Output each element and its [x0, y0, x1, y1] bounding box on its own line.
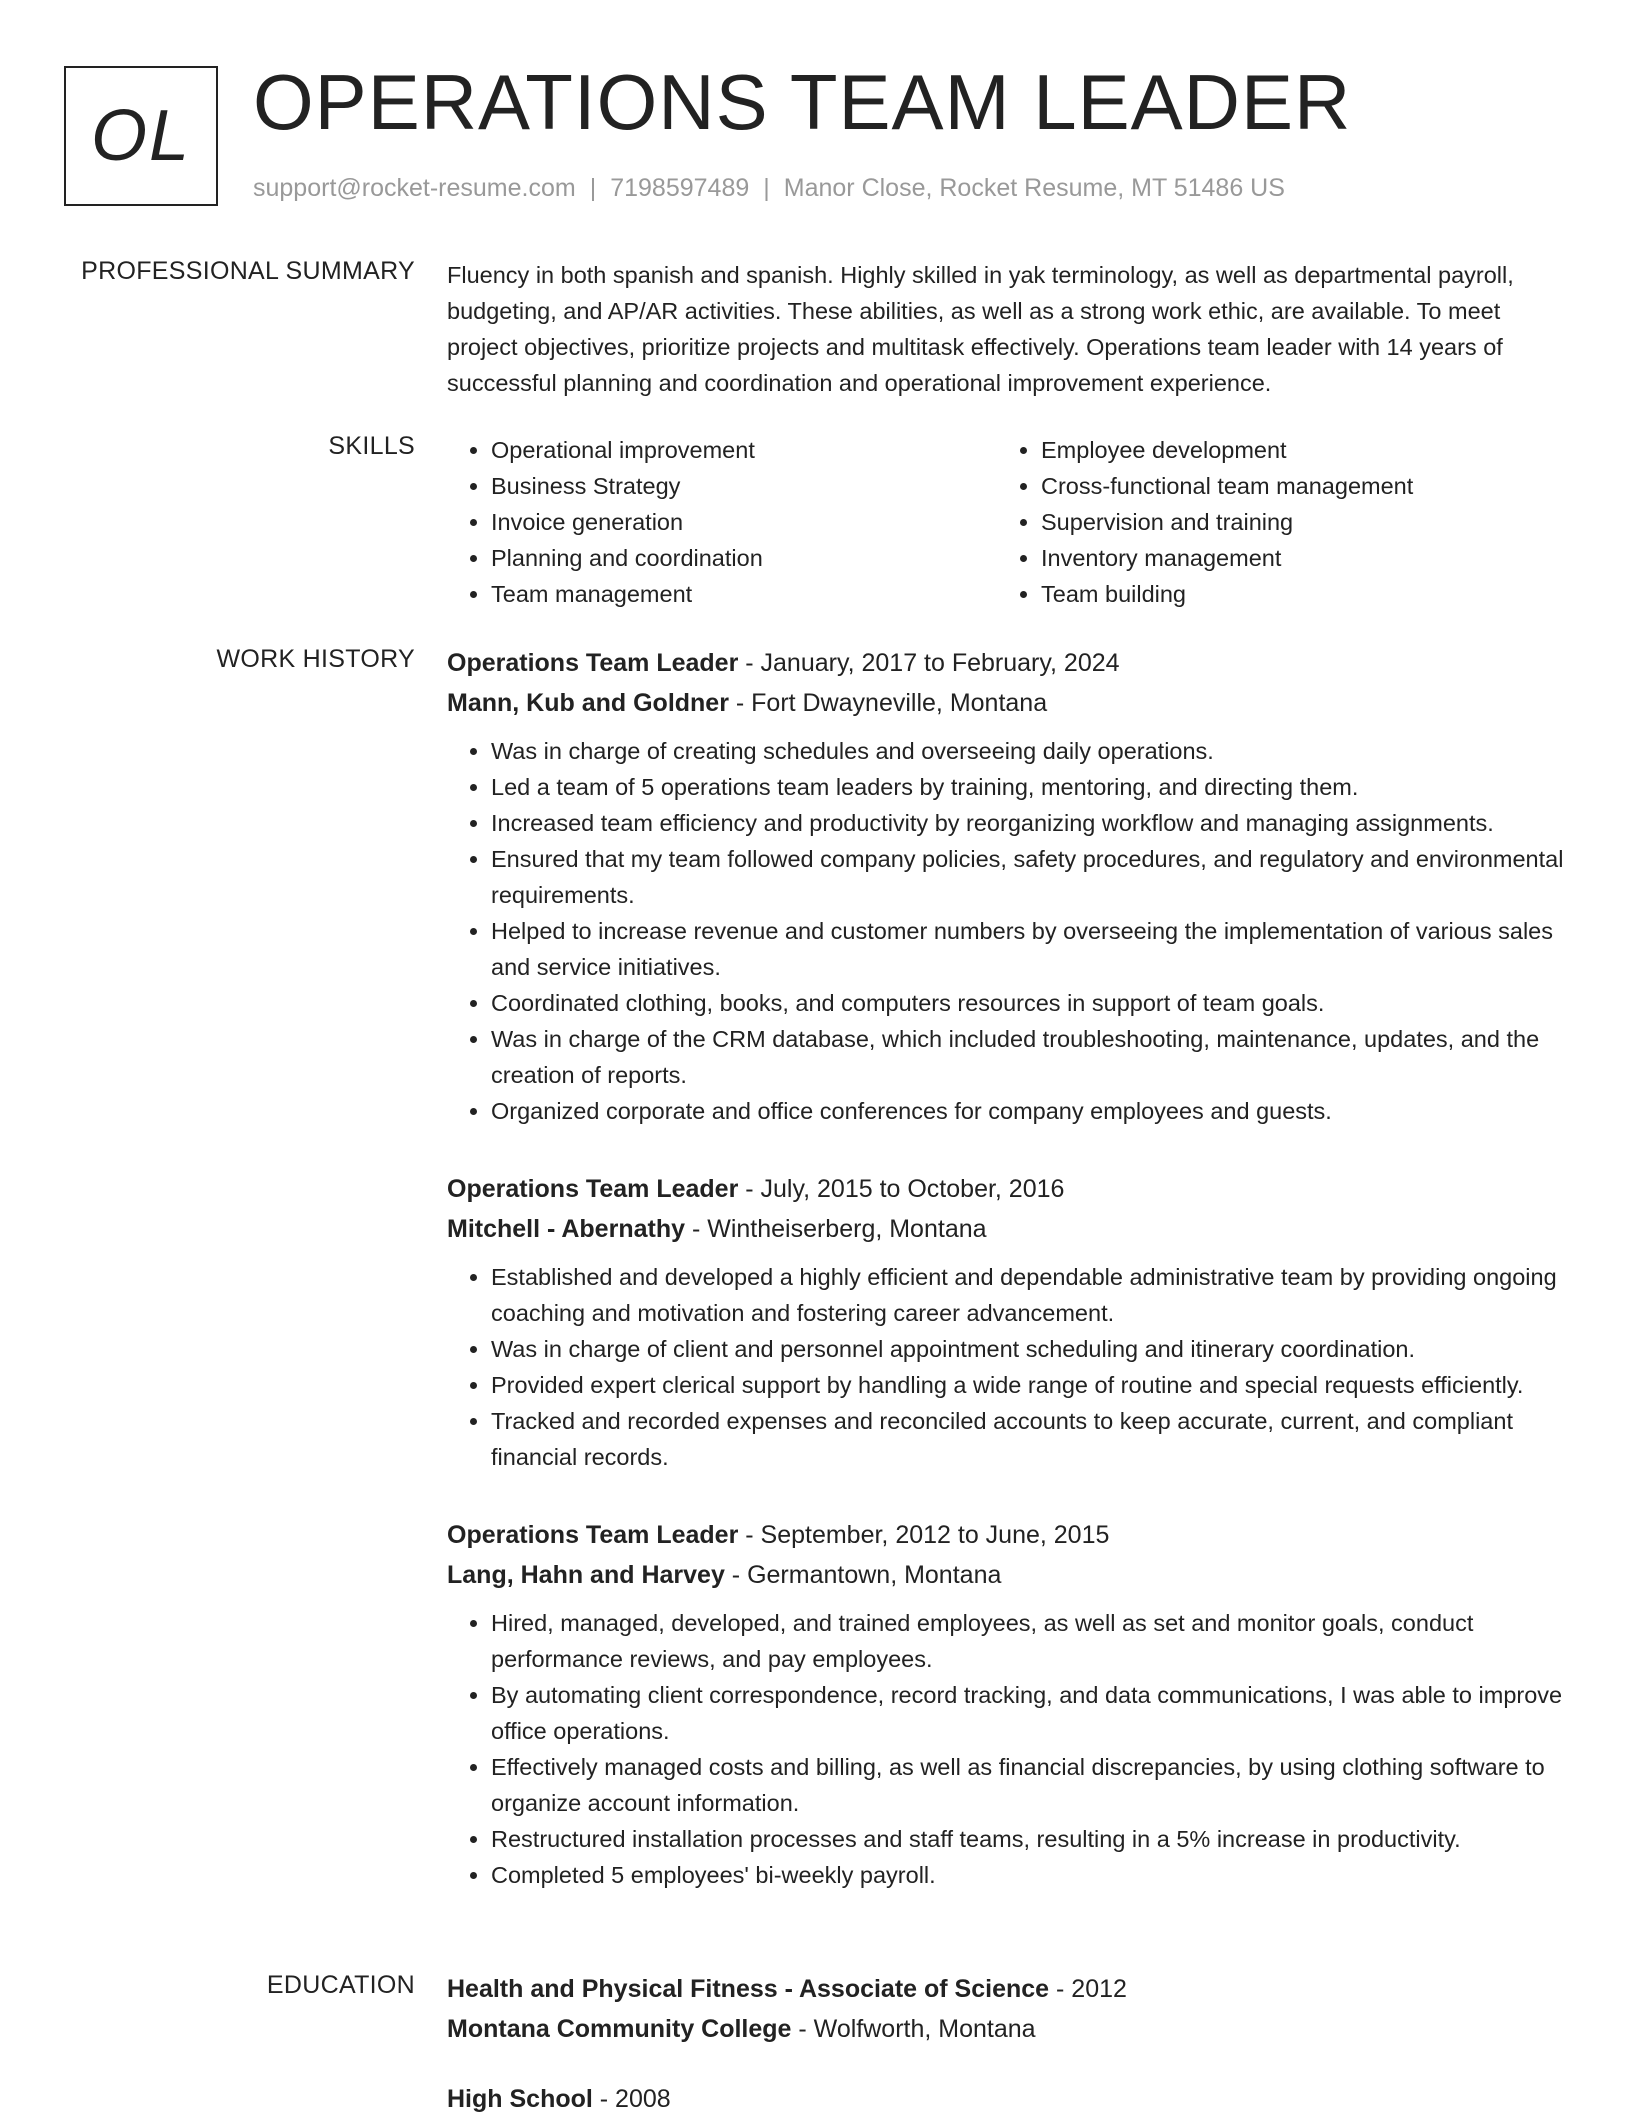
work-body — [447, 643, 1572, 1933]
job-bullet: • Provided expert clerical support by handling a wide range of routine and special requests efficiently. — [491, 1367, 1572, 1403]
skill-item: • Operational improvement — [491, 432, 997, 468]
job-location: - Germantown, Montana — [724, 1561, 1002, 1589]
job-entry — [447, 1169, 1572, 1475]
contact-address: Manor Close, Rocket Resume, MT 51486 US — [783, 174, 1285, 202]
job-company-line — [447, 1209, 1572, 1249]
job-title-line — [447, 643, 1572, 683]
skill-item: • Employee development — [1041, 432, 1547, 468]
skills-list-left — [447, 432, 997, 612]
contact-separator: | — [589, 174, 597, 202]
skill-item: • Planning and coordination — [491, 540, 997, 576]
job-title: Operations Team Leader — [447, 649, 739, 677]
education-location: - Wolfworth, Montana — [791, 2015, 1036, 2043]
contact-line — [253, 174, 1285, 203]
contact-phone[interactable]: 7198597489 — [610, 174, 750, 202]
education-degree-line — [447, 1969, 1572, 2009]
job-dates: - January, 2017 to February, 2024 — [738, 649, 1120, 677]
skills-list-right — [997, 432, 1547, 612]
contact-email[interactable]: support@rocket-resume.com — [253, 174, 576, 202]
job-company: Mann, Kub and Goldner — [447, 689, 729, 717]
job-bullet: • Increased team efficiency and productivity by reorganizing workflow and managing assignments. — [491, 805, 1572, 841]
education-school-line — [447, 2009, 1572, 2049]
education-degree-line — [447, 2079, 1572, 2119]
section-label-summary: PROFESSIONAL SUMMARY — [81, 257, 415, 285]
job-bullet: • Organized corporate and office conferences for company employees and guests. — [491, 1093, 1572, 1129]
summary-text: Fluency in both spanish and spanish. Highly skilled in yak terminology, as well as departmental payroll, budgeting, and AP/AR activities. These abilities, as well as a strong work ethic, are available. To meet project objectives, prioritize projects and multitask effectively. Operations team leader with 14 years of successful planning and coordination and operational improvement experience. — [447, 262, 1514, 396]
monogram-logo: OL — [64, 66, 218, 206]
job-bullet: • Effectively managed costs and billing, as well as financial discrepancies, by using clothing software to organize account information. — [491, 1749, 1572, 1821]
job-bullet: • Restructured installation processes and staff teams, resulting in a 5% increase in productivity. — [491, 1821, 1572, 1857]
job-title-line — [447, 1515, 1572, 1555]
education-body — [447, 1969, 1572, 2119]
education-year: - 2012 — [1049, 1975, 1127, 2003]
job-entry — [447, 1515, 1572, 1893]
job-company-line — [447, 683, 1572, 723]
job-bullet: • Was in charge of the CRM database, which included troubleshooting, maintenance, updates, and the creation of reports. — [491, 1021, 1572, 1093]
job-bullet: • Ensured that my team followed company policies, safety procedures, and regulatory and environmental requirements. — [491, 841, 1572, 913]
job-bullet: • Led a team of 5 operations team leaders by training, mentoring, and directing them. — [491, 769, 1572, 805]
job-bullets — [447, 1259, 1572, 1475]
job-title: Operations Team Leader — [447, 1521, 739, 1549]
job-bullet: • Established and developed a highly efficient and dependable administrative team by providing ongoing coaching and motivation and fostering career advancement. — [491, 1259, 1572, 1331]
summary-body — [447, 257, 1572, 401]
job-company-line — [447, 1555, 1572, 1595]
job-dates: - September, 2012 to June, 2015 — [738, 1521, 1110, 1549]
skill-item: • Invoice generation — [491, 504, 997, 540]
job-location: - Fort Dwayneville, Montana — [728, 689, 1048, 717]
contact-separator: | — [763, 174, 770, 202]
skill-item: • Team building — [1041, 576, 1547, 612]
job-company: Mitchell - Abernathy — [447, 1215, 685, 1243]
education-school: Montana Community College — [447, 2015, 792, 2043]
education-degree: Health and Physical Fitness - Associate of Science — [447, 1975, 1050, 2003]
education-degree: High School — [447, 2085, 593, 2113]
job-title: Operations Team Leader — [447, 1175, 739, 1203]
job-bullet: • Helped to increase revenue and customer numbers by overseeing the implementation of various sales and service initiatives. — [491, 913, 1572, 985]
job-bullet: • Was in charge of creating schedules and overseeing daily operations. — [491, 733, 1572, 769]
skill-item: • Inventory management — [1041, 540, 1547, 576]
job-bullets — [447, 1605, 1572, 1893]
job-bullet: • By automating client correspondence, record tracking, and data communications, I was able to improve office operations. — [491, 1677, 1572, 1749]
job-location: - Wintheiserberg, Montana — [685, 1215, 987, 1243]
job-bullet: • Tracked and recorded expenses and reconciled accounts to keep accurate, current, and compliant financial records. — [491, 1403, 1572, 1475]
job-company: Lang, Hahn and Harvey — [447, 1561, 725, 1589]
job-bullet: • Was in charge of client and personnel appointment scheduling and itinerary coordination. — [491, 1331, 1572, 1367]
skill-item: • Business Strategy — [491, 468, 997, 504]
job-bullet: • Hired, managed, developed, and trained employees, as well as set and monitor goals, conduct performance reviews, and pay employees. — [491, 1605, 1572, 1677]
education-year: - 2008 — [592, 2085, 671, 2113]
skills-body — [447, 432, 1572, 612]
section-label-skills: SKILLS — [328, 432, 415, 460]
section-label-work: WORK HISTORY — [216, 645, 415, 673]
job-dates: - July, 2015 to October, 2016 — [738, 1175, 1065, 1203]
job-bullets — [447, 733, 1572, 1129]
skill-item: • Cross-functional team management — [1041, 468, 1547, 504]
skill-item: • Team management — [491, 576, 997, 612]
job-entry — [447, 643, 1572, 1129]
skill-item: • Supervision and training — [1041, 504, 1547, 540]
job-bullet: • Completed 5 employees' bi-weekly payroll. — [491, 1857, 1572, 1893]
job-title-line — [447, 1169, 1572, 1209]
job-bullet: • Coordinated clothing, books, and computers resources in support of team goals. — [491, 985, 1572, 1021]
section-label-education: EDUCATION — [266, 1971, 415, 1999]
page-title: OPERATIONS TEAM LEADER — [253, 58, 1352, 146]
